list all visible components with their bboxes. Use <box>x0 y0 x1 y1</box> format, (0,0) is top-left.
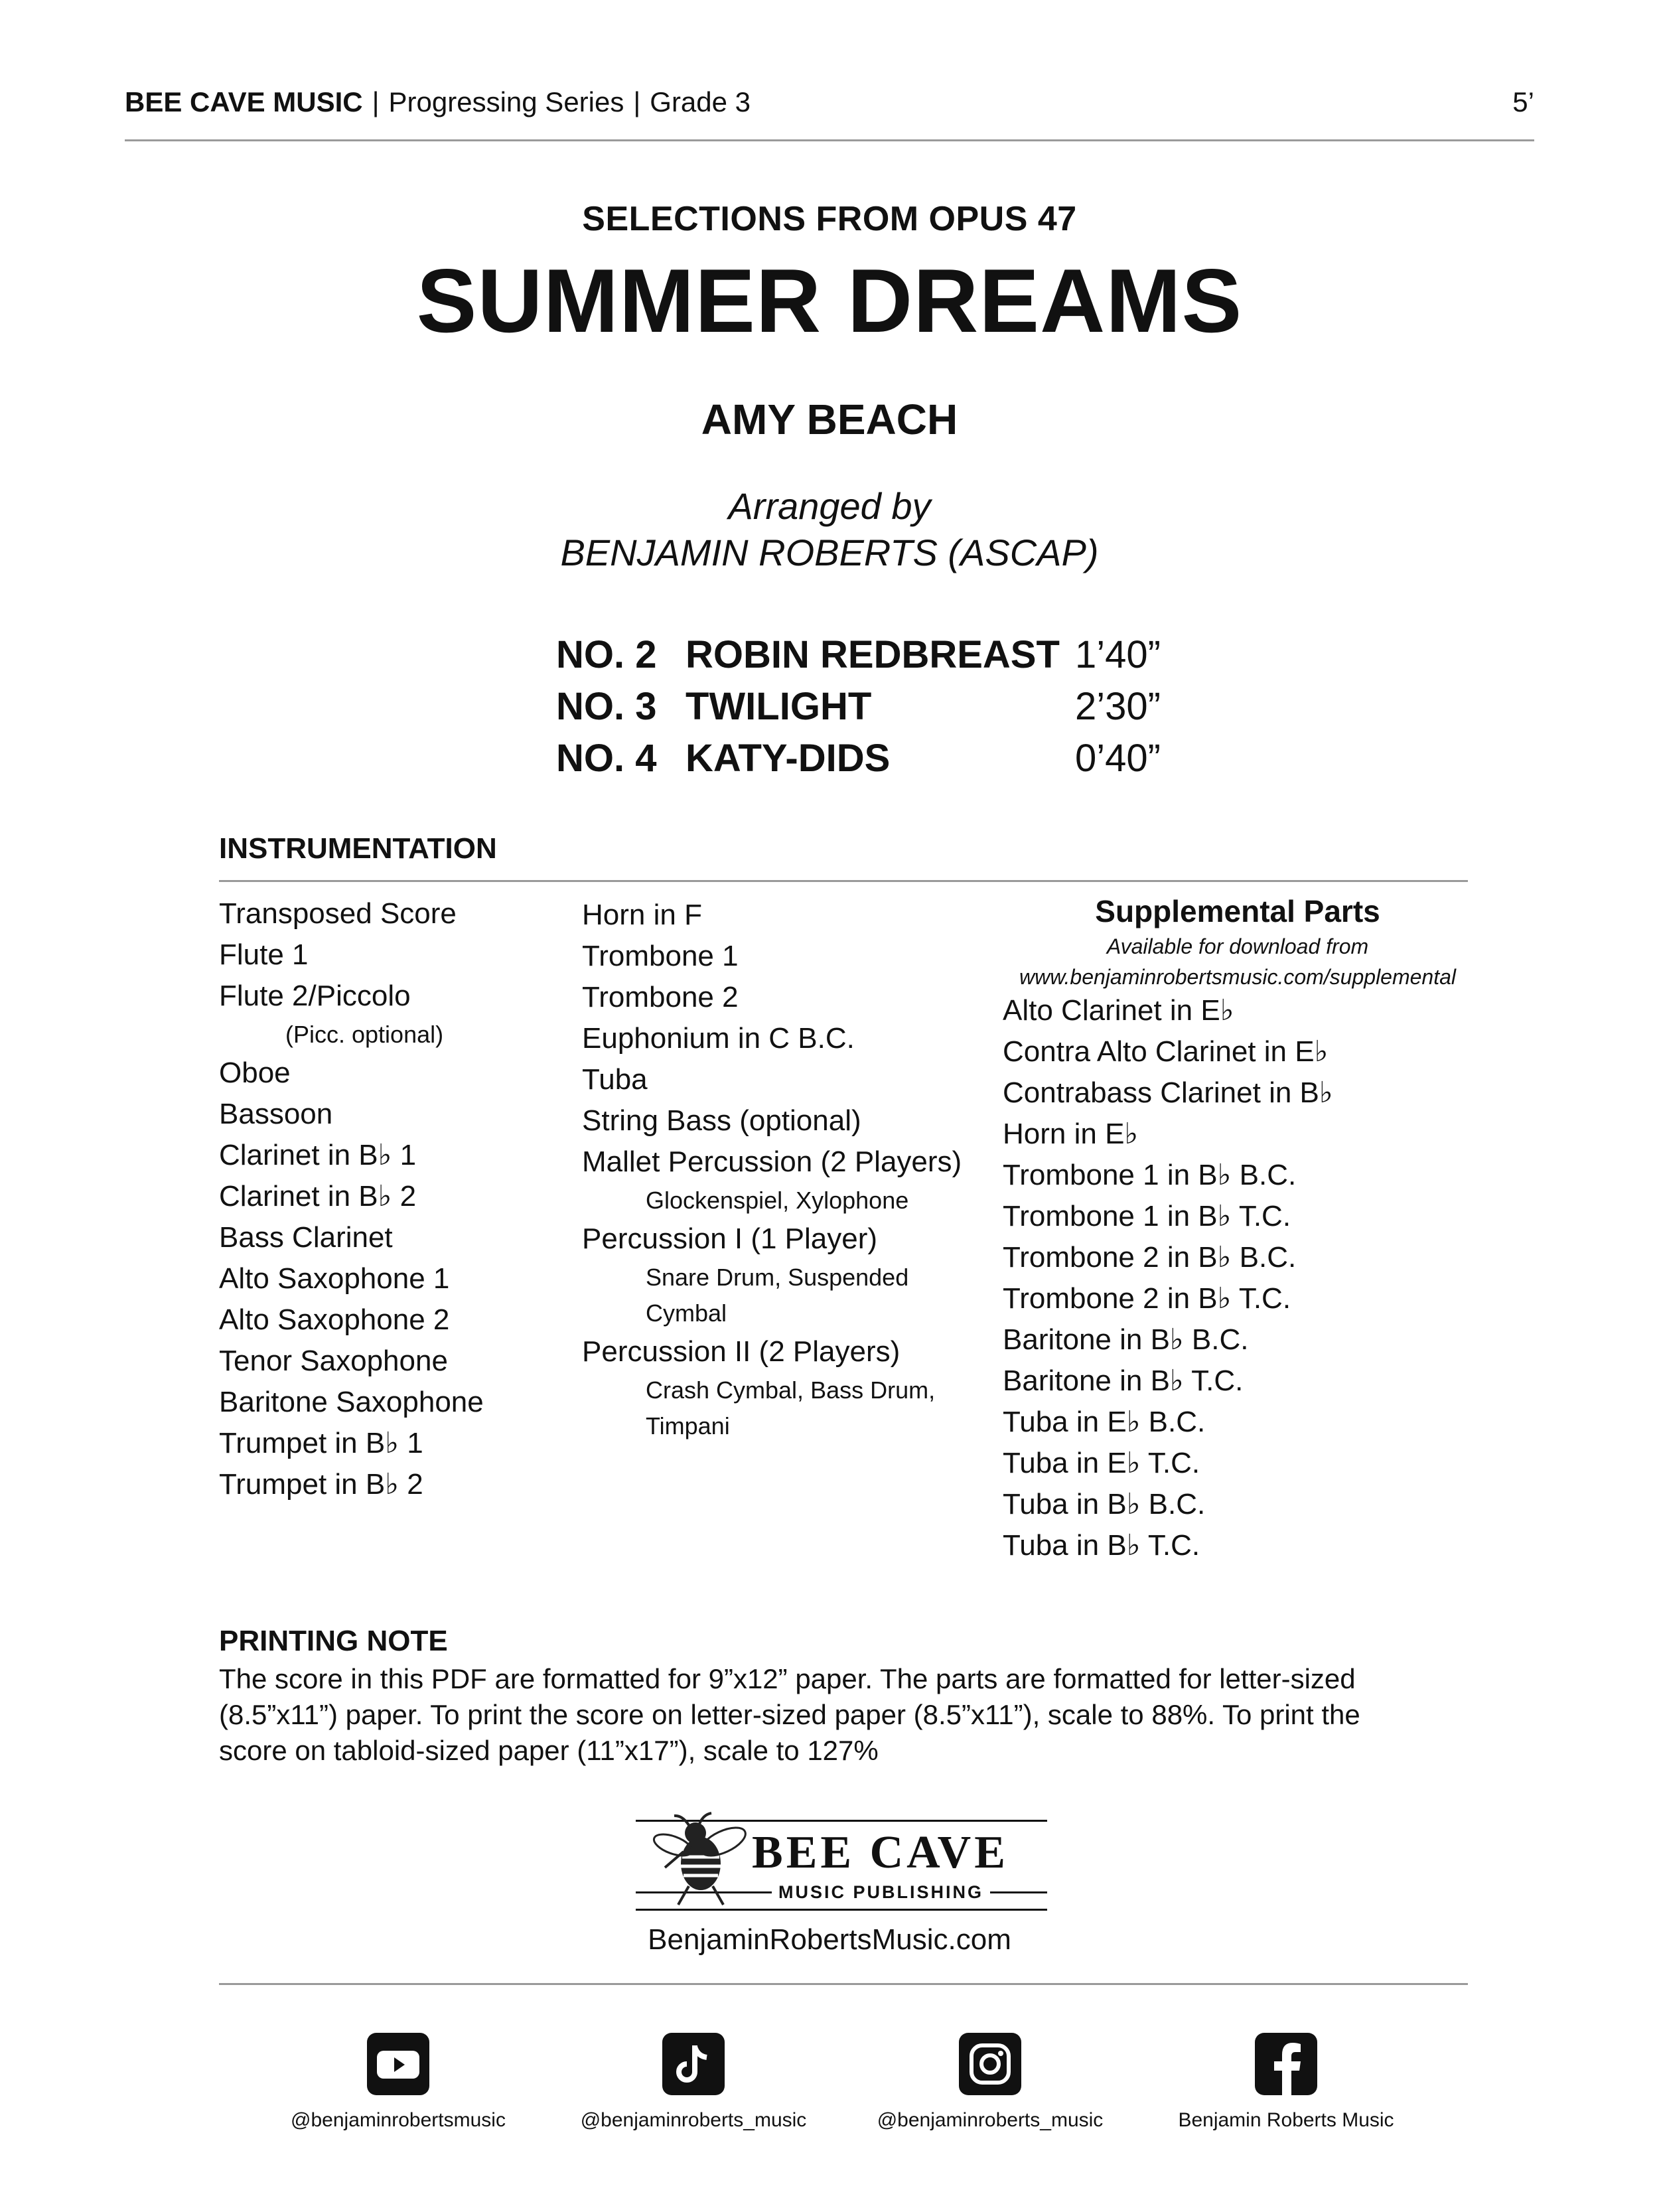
website-link[interactable]: BenjaminRobertsMusic.com <box>648 1923 1011 1956</box>
movement-name: TWILIGHT <box>685 685 872 728</box>
instrumentation-divider <box>219 880 1468 882</box>
instrument-item: Oboe <box>219 1057 291 1089</box>
supplemental-item: Tuba in B♭ B.C. <box>1003 1488 1206 1520</box>
instrument-item: Trumpet in B♭ 2 <box>219 1468 423 1501</box>
supplemental-item: Alto Clarinet in E♭ <box>1003 994 1234 1027</box>
supplemental-list <box>1003 990 1333 1566</box>
instrument-item: Flute 2/Piccolo <box>219 980 411 1012</box>
supplemental-item: Tuba in E♭ B.C. <box>1003 1406 1206 1438</box>
movement-name: ROBIN REDBREAST <box>685 633 1060 676</box>
printing-note-line: The score in this PDF are formatted for 9”x12” paper. The parts are formatted for letter-sized <box>219 1663 1356 1694</box>
publisher-logo <box>636 1812 1047 1911</box>
supplemental-item: Horn in E♭ <box>1003 1118 1139 1150</box>
instrument-item: String Bass (optional) <box>582 1104 861 1137</box>
instrument-item: Percussion II (2 Players) <box>582 1335 901 1368</box>
movement-name: KATY-DIDS <box>685 737 891 780</box>
instrument-item: Trombone 1 <box>582 940 739 972</box>
instrument-item: Alto Saxophone 1 <box>219 1262 450 1295</box>
series-name: Progressing Series <box>388 86 624 117</box>
running-header <box>125 86 751 118</box>
social-handle[interactable]: @benjaminrobertsmusic <box>291 2109 506 2131</box>
footer-divider <box>219 1983 1468 1985</box>
instrument-note: (Picc. optional) <box>285 1021 444 1048</box>
instrument-item: Euphonium in C B.C. <box>582 1022 855 1055</box>
social-facebook[interactable] <box>1140 2031 1432 2132</box>
movement-number: NO. 2 <box>556 633 657 676</box>
subtitle: SELECTIONS FROM OPUS 47 <box>582 200 1077 238</box>
instrument-column-1 <box>219 893 484 1505</box>
instrument-item: Tuba <box>582 1063 648 1096</box>
instrument-item: Bass Clarinet <box>219 1221 393 1254</box>
instrument-note: Glockenspiel, Xylophone <box>646 1187 909 1214</box>
page-title: SUMMER DREAMS <box>416 250 1243 351</box>
arranger-name: BENJAMIN ROBERTS (ASCAP) <box>560 532 1099 573</box>
bee-icon <box>649 1812 749 1911</box>
supplemental-item: Trombone 2 in B♭ B.C. <box>1003 1241 1297 1274</box>
instrument-note: Cymbal <box>646 1299 727 1327</box>
separator: | <box>633 86 641 117</box>
social-tiktok[interactable] <box>547 2031 839 2132</box>
arranged-by-label: Arranged by <box>728 485 931 527</box>
social-handle[interactable]: @benjaminroberts_music <box>580 2109 807 2131</box>
instagram-icon[interactable] <box>957 2031 1023 2097</box>
movement-time: 1’40” <box>1075 633 1161 676</box>
instrument-item: Baritone Saxophone <box>219 1386 484 1418</box>
total-duration: 5’ <box>1512 86 1534 117</box>
instrument-item: Trombone 2 <box>582 981 739 1013</box>
printing-note-line: score on tabloid-sized paper (11”x17”), scale to 127% <box>219 1735 879 1766</box>
social-handle[interactable]: @benjaminroberts_music <box>877 2109 1104 2131</box>
grade-label: Grade 3 <box>650 86 751 117</box>
instrument-item: Transposed Score <box>219 897 457 930</box>
movement-time: 0’40” <box>1075 737 1161 780</box>
supplemental-item: Tuba in B♭ T.C. <box>1003 1529 1200 1562</box>
facebook-icon[interactable] <box>1253 2031 1319 2097</box>
supplemental-item: Contra Alto Clarinet in E♭ <box>1003 1035 1329 1068</box>
supplemental-heading: Supplemental Parts <box>1095 894 1380 928</box>
composer-name: AMY BEACH <box>701 396 958 443</box>
supplemental-note: Available for download from <box>1106 934 1369 958</box>
instrument-note: Timpani <box>646 1412 730 1439</box>
instrument-item: Flute 1 <box>219 938 309 971</box>
printing-note-text <box>219 1661 1467 1769</box>
social-handle[interactable]: Benjamin Roberts Music <box>1178 2109 1394 2131</box>
instrument-item: Percussion I (1 Player) <box>582 1222 878 1255</box>
movement-number: NO. 3 <box>556 685 657 728</box>
instrument-item: Tenor Saxophone <box>219 1345 448 1377</box>
tiktok-icon[interactable] <box>660 2031 727 2097</box>
supplemental-item: Baritone in B♭ B.C. <box>1003 1323 1249 1356</box>
social-youtube[interactable] <box>252 2031 544 2132</box>
supplemental-item: Tuba in E♭ T.C. <box>1003 1447 1200 1479</box>
publisher-name: BEE CAVE MUSIC <box>125 86 363 117</box>
instrument-column-2 <box>582 895 962 1444</box>
instrument-item: Trumpet in B♭ 1 <box>219 1427 423 1459</box>
supplemental-item: Contrabass Clarinet in B♭ <box>1003 1076 1333 1109</box>
logo-tagline: MUSIC PUBLISHING <box>772 1882 990 1903</box>
social-instagram[interactable] <box>844 2031 1136 2132</box>
supplemental-item: Trombone 2 in B♭ T.C. <box>1003 1282 1291 1315</box>
printing-note-heading: PRINTING NOTE <box>219 1625 448 1657</box>
instrument-item: Clarinet in B♭ 2 <box>219 1180 417 1213</box>
movement-number: NO. 4 <box>556 737 657 780</box>
instrument-item: Horn in F <box>582 899 702 931</box>
separator: | <box>372 86 380 117</box>
instrumentation-heading: INSTRUMENTATION <box>219 832 497 865</box>
supplemental-item: Baritone in B♭ T.C. <box>1003 1364 1244 1397</box>
youtube-icon[interactable] <box>365 2031 431 2097</box>
instrument-note: Crash Cymbal, Bass Drum, <box>646 1376 936 1404</box>
instrument-item: Bassoon <box>219 1098 333 1130</box>
printing-note-line: (8.5”x11”) paper. To print the score on letter-sized paper (8.5”x11”), scale to 88%. To print the <box>219 1699 1360 1730</box>
instrument-item: Clarinet in B♭ 1 <box>219 1139 417 1171</box>
supplemental-item: Trombone 1 in B♭ T.C. <box>1003 1200 1291 1232</box>
logo-wordmark: BEE CAVE <box>752 1827 1009 1878</box>
supplemental-url[interactable]: www.benjaminrobertsmusic.com/supplemental <box>1019 965 1457 989</box>
header-divider <box>125 139 1534 141</box>
supplemental-item: Trombone 1 in B♭ B.C. <box>1003 1159 1297 1191</box>
instrument-item: Alto Saxophone 2 <box>219 1303 450 1336</box>
instrument-note: Snare Drum, Suspended <box>646 1264 909 1291</box>
movement-time: 2’30” <box>1075 685 1161 728</box>
instrument-item: Mallet Percussion (2 Players) <box>582 1145 962 1178</box>
